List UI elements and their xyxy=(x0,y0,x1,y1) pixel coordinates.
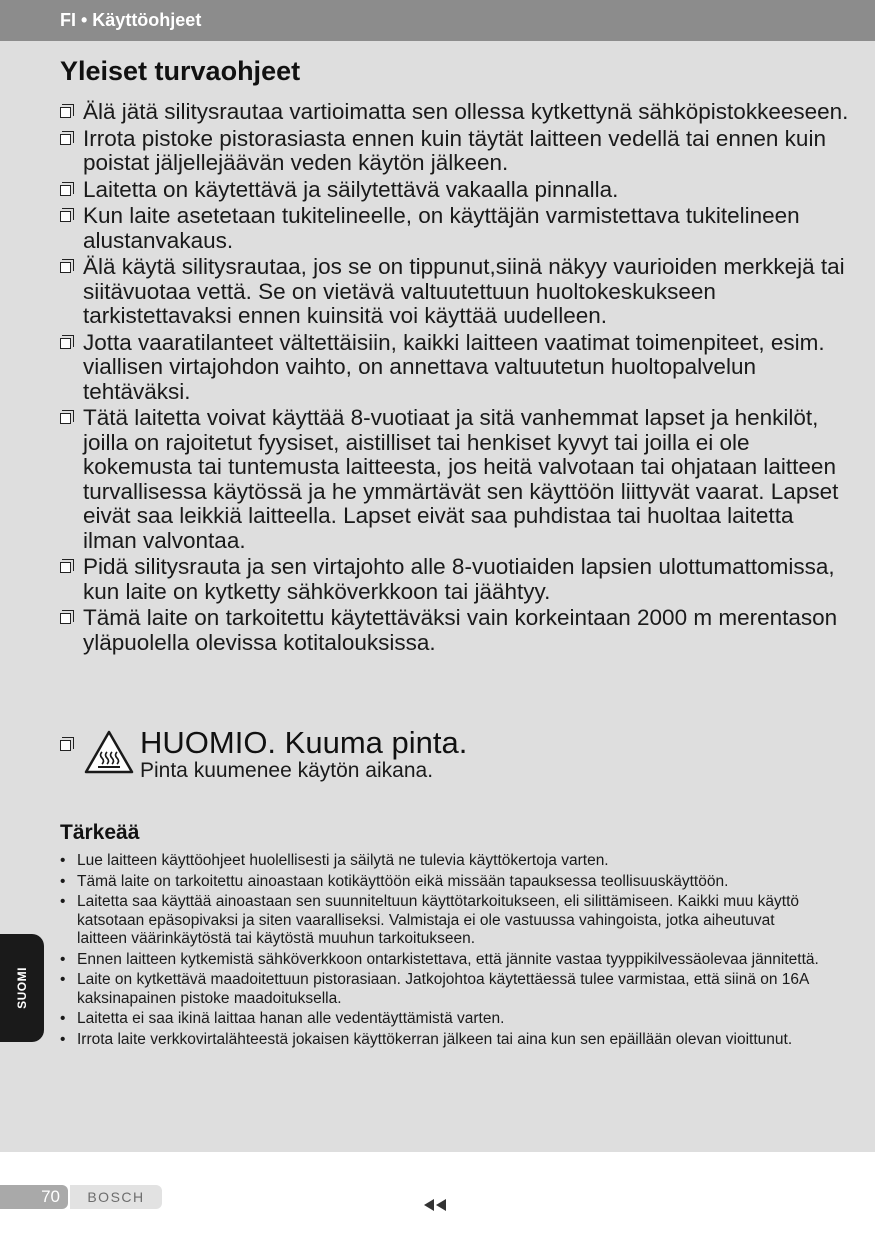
safety-item-text: Tätä laitetta voivat käyttää 8-vuotiaat ja sitä vanhemmat lapset ja henkilöt, joilla on rajoitetut fyysiset, aistilliset tai henkiset kyvyt tai joilla ei ole kokemusta tai tuntemusta laitteesta, jos heitä valvotaan tai ohjataan laitteen turvallisessa käytössä ja he ymmärtävät sen käyttöön liittyvät vaarat. Lapset eivät saa leikkiä laitteella. Lapset eivät saa puhdistaa tai huoltaa laitetta ilman valvontaa. xyxy=(83,405,839,553)
checkbox-bullet-icon xyxy=(60,413,71,424)
safety-item-text: Laitetta on käytettävä ja säilytettävä vakaalla pinnalla. xyxy=(83,176,619,202)
checkbox-bullet-icon xyxy=(60,107,71,118)
brand-label: BOSCH xyxy=(70,1185,162,1209)
important-title: Tärkeää xyxy=(60,821,140,844)
safety-item-text: Irrota pistoke pistorasiasta ennen kuin täytät laitteen vedellä tai ennen kuin poistat jäljellejäävän veden käytön jälkeen. xyxy=(83,125,826,175)
checkbox-bullet-icon xyxy=(60,262,71,273)
important-item-text: Laite on kytkettävä maadoitettuun pistorasiaan. Jatkojohtoa käytettäessä tulee varmistaa, että siinä on 16A kaksinapainen pistoke maadoituksella. xyxy=(77,971,809,1007)
safety-list-item xyxy=(60,255,850,329)
safety-list-item xyxy=(60,178,850,203)
page-header: FI • Käyttöohjeet xyxy=(0,0,875,41)
safety-item-text: Tämä laite on tarkoitettu käytettäväksi vain korkeintaan 2000 m merentason yläpuolella olevissa kotitalouksissa. xyxy=(83,605,838,655)
important-list-item xyxy=(60,951,820,970)
bullet-icon: • xyxy=(60,1030,66,1048)
section-title: Yleiset turvaohjeet xyxy=(60,56,301,86)
safety-list-item xyxy=(60,127,850,176)
checkbox-bullet-icon xyxy=(60,338,71,349)
page-number: 70 xyxy=(0,1185,68,1209)
bullet-icon: • xyxy=(60,872,66,890)
bullet-icon: • xyxy=(60,950,66,968)
safety-list-item xyxy=(60,331,850,405)
important-list-item xyxy=(60,873,820,892)
hot-surface-icon xyxy=(84,730,134,774)
safety-list-item xyxy=(60,100,850,125)
important-item-text: Ennen laitteen kytkemistä sähköverkkoon ontarkistettava, että jännite vastaa tyyppikilvessäolevaa jännitettä. xyxy=(77,950,819,968)
safety-list-item xyxy=(60,204,850,253)
bullet-icon: • xyxy=(60,893,66,910)
important-item-text: Laitetta saa käyttää ainoastaan sen suunniteltuun käyttötarkoitukseen, eli silittämiseen. Kaikki muu käyttö katsotaan epäsopivaksi ja siten vaaralliseksi. Valmistaja ei ole vastuussa vahingoista, jotka aiheutuvat laitteen väärinkäytöstä tai käytöstä muuhun tarkoitukseen. xyxy=(77,893,800,947)
important-item-text: Irrota laite verkkovirtalähteestä jokaisen käyttökerran jälkeen tai aina kun sen epäillään olevan vioittunut. xyxy=(77,1030,793,1048)
warning-text: Pinta kuumenee käytön aikana. xyxy=(140,759,434,782)
bullet-icon: • xyxy=(60,852,66,869)
safety-list-item xyxy=(60,406,850,553)
hot-surface-warning xyxy=(60,726,660,786)
safety-item-text: Kun laite asetetaan tukitelineelle, on käyttäjän varmistettava tukitelineen alustanvakaus. xyxy=(83,203,800,253)
checkbox-bullet-icon xyxy=(60,613,71,624)
safety-list-item xyxy=(60,606,850,655)
important-list-item xyxy=(60,852,820,871)
safety-item-text: Älä käytä silitysrautaa, jos se on tippunut,siinä näkyy vaurioiden merkkejä tai siitävuotaa vettä. Se on vietävä valtuutettuun huoltokeskukseen tarkistettavaksi ennen kuinsitä voi käyttää uudelleen. xyxy=(83,254,845,328)
language-side-tab xyxy=(0,934,44,1042)
important-item-text: Lue laitteen käyttöohjeet huolellisesti ja säilytä ne tulevia käyttökertoja varten. xyxy=(77,852,609,869)
important-list-item xyxy=(60,893,820,949)
important-list-item xyxy=(60,1031,820,1050)
checkbox-bullet-icon xyxy=(60,185,71,196)
safety-item-text: Pidä silitysrauta ja sen virtajohto alle 8-vuotiaiden lapsien ulottumattomissa, kun laite on kytketty sähköverkkoon tai jäähtyy. xyxy=(83,554,835,604)
checkbox-bullet-icon xyxy=(60,134,71,145)
safety-list-item xyxy=(60,555,850,604)
checkbox-bullet-icon xyxy=(60,211,71,222)
important-item-text: Tämä laite on tarkoitettu ainoastaan kotikäyttöön eikä missään tapauksessa teollisuuskäyttöön. xyxy=(77,872,729,890)
double-left-arrow-icon[interactable] xyxy=(424,1199,448,1211)
bullet-icon: • xyxy=(60,971,66,988)
checkbox-bullet-icon xyxy=(60,562,71,573)
important-item-text: Laitetta ei saa ikinä laittaa hanan alle vedentäyttämistä varten. xyxy=(77,1010,505,1027)
safety-item-text: Jotta vaaratilanteet vältettäisiin, kaikki laitteen vaatimat toimenpiteet, esim. viallisen virtajohdon vaihto, on annettava valtuutetun huoltopalvelun tehtäväksi. xyxy=(83,329,825,404)
safety-list xyxy=(60,100,850,657)
language-label: SUOMI xyxy=(15,967,29,1009)
important-list-item xyxy=(60,971,820,1008)
warning-title: HUOMIO. Kuuma pinta. xyxy=(140,725,468,760)
checkbox-bullet-icon xyxy=(60,740,71,751)
bullet-icon: • xyxy=(60,1010,66,1027)
important-list xyxy=(60,852,820,1051)
safety-item-text: Älä jätä silitysrautaa vartioimatta sen ollessa kytkettynä sähköpistokkeeseen. xyxy=(83,99,849,124)
important-list-item xyxy=(60,1010,820,1029)
